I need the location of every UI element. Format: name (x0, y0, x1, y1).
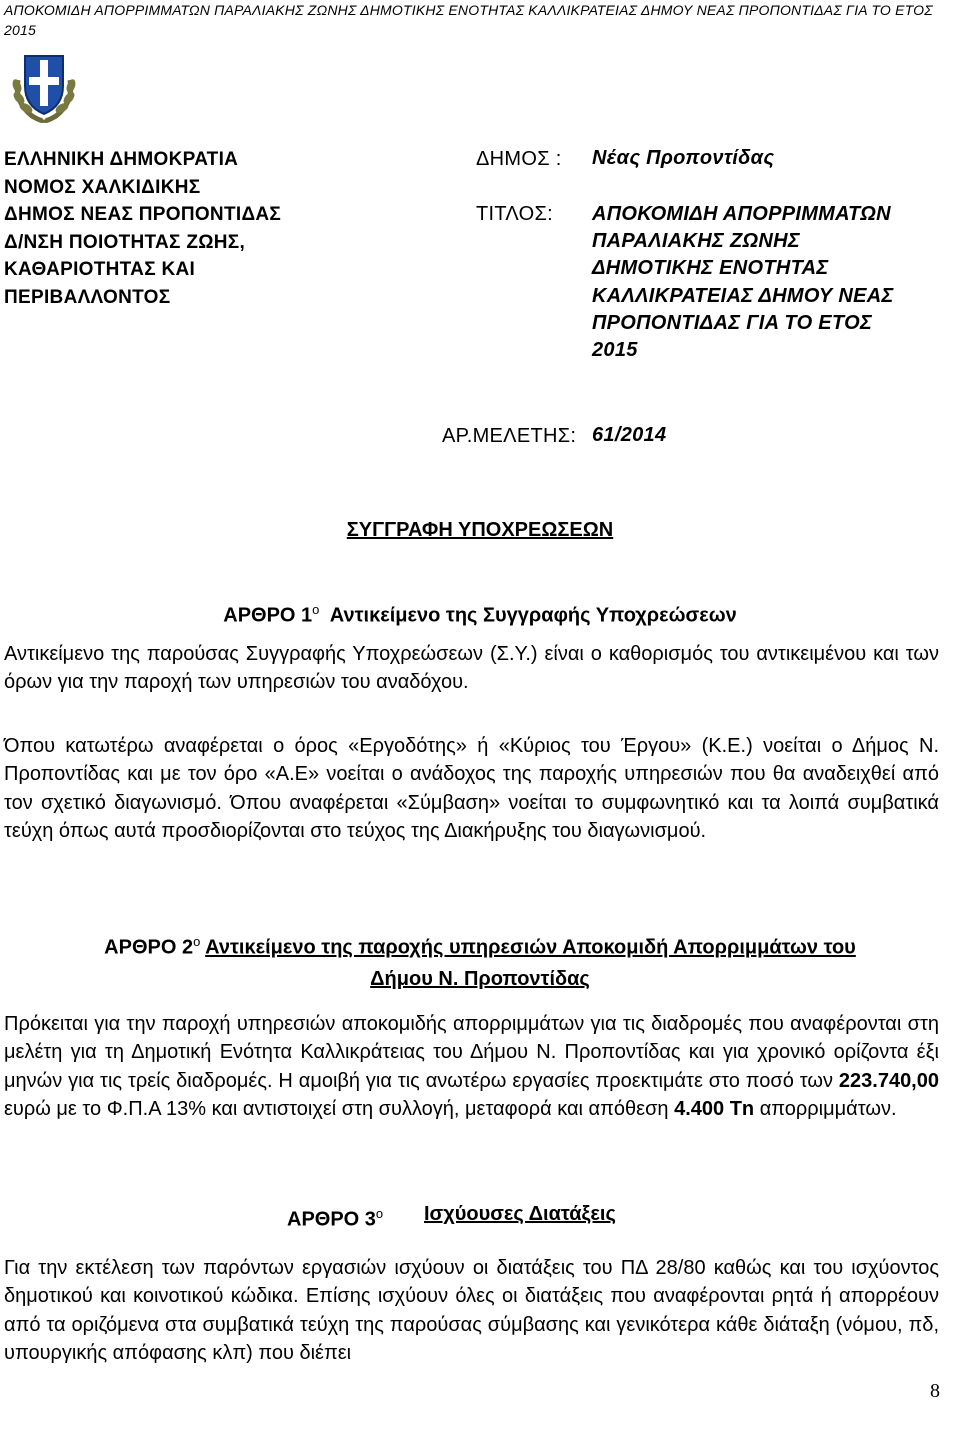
article-2-number: ΑΡΘΡΟ 2 (104, 936, 194, 959)
title-line: ΔΗΜΟΤΙΚΗΣ ΕΝΟΤΗΤΑΣ (592, 257, 829, 280)
article-3-heading-number (287, 1200, 383, 1234)
article-2-text-b: ευρώ με το Φ.Π.Α 13% και αντιστοιχεί στη συλλογή, μεταφορά και απόθεση (4, 1097, 675, 1120)
article-1-paragraph-1: Αντικείμενο της παρούσας Συγγραφής Υποχρεώσεων (Σ.Υ.) είναι ο καθορισμός του αντικειμένου και των όρων για την παροχή των υπηρεσιών του αναδόχου. (4, 643, 939, 694)
article-3-number: ΑΡΘΡΟ 3 (287, 1208, 376, 1231)
org-line: ΚΑΘΑΡΙΟΤΗΤΑΣ ΚΑΙ (4, 259, 196, 280)
article-2-title: Αντικείμενο της παροχής υπηρεσιών Αποκομιδή Απορριμμάτων του (205, 936, 856, 959)
title-line: ΠΡΟΠΟΝΤΙΔΑΣ ΓΙΑ ΤΟ ΕΤΟΣ (592, 311, 873, 334)
study-number-value: 61/2014 (592, 424, 667, 446)
article-2-paragraph (4, 1010, 939, 1123)
title-label: ΤΙΤΛΟΣ: (476, 203, 554, 225)
article-3-paragraph: Για την εκτέλεση των παρόντων εργασιών ισχύουν οι διατάξεις του ΠΔ 28/80 καθώς και του ισχύοντος δημοτικού και κοινοτικού κώδικα. Επίσης ισχύουν όλες οι διατάξεις που αναφέρονται ρητά ή απορρέουν από τα οριζόμενα στα συμβατικά τεύχη της παρούσας σύμβασης και γενικότερα κάθε διάταξη (νόμου, πδ, υπουργικής απόφασης κλπ) που διέπει (4, 1257, 939, 1364)
article-2-heading (0, 926, 960, 995)
org-line: ΠΕΡΙΒΑΛΛΟΝΤΟΣ (4, 286, 171, 308)
article-2-tonnage: 4.400 Tn (674, 1097, 755, 1120)
title-line: 2015 (592, 339, 638, 362)
page-number: 8 (930, 1380, 940, 1402)
document-title (0, 516, 960, 544)
article-1-paragraph-2: Όπου κατωτέρω αναφέρεται ο όρος «Εργοδότης» ή «Κύριος του Έργου» (Κ.Ε.) νοείται ο Δήμος Ν. Προποντίδας και με τον όρο «Α.Ε» νοείται ο ανάδοχος της παροχής υπηρεσιών που θα αναδειχθεί από τον σχετικό διαγωνισμό. Όπου αναφέρεται «Σύμβαση» νοείται το συμφωνητικό και τα λοιπά συμβατικά τεύχη όπως αυτά προσδιορίζονται στο τεύχος της Διακήρυξης του διαγωνισμού. (4, 735, 939, 842)
article-2-title-continued: Δήμου Ν. Προποντίδας (370, 967, 590, 990)
title-line: ΑΠΟΚΟΜΙΔΗ ΑΠΟΡΡΙΜΜΑΤΩΝ (592, 203, 891, 225)
org-line: ΝΟΜΟΣ ΧΑΛΚΙΔΙΚΗΣ (4, 176, 201, 198)
article-1-title: Αντικείμενο της Συγγραφής Υποχρεώσεων (329, 604, 737, 627)
article-2-amount: 223.740,00 (838, 1069, 939, 1092)
article-1-heading (0, 596, 960, 630)
article-3-heading-title (424, 1200, 616, 1228)
article-2-heading-line-2 (0, 964, 960, 995)
article-1-number: ΑΡΘΡΟ 1 (223, 604, 313, 627)
municipality-value: Νέας Προποντίδας (592, 147, 775, 169)
article-1-sup: ο (312, 602, 320, 617)
org-line: ΕΛΛΗΝΙΚΗ ΔΗΜΟΚΡΑΤΙΑ (4, 149, 239, 170)
article-2-text-c: απορριμμάτων. (754, 1097, 897, 1120)
article-2-sup: ο (193, 934, 201, 949)
article-3-sup: ο (375, 1206, 384, 1221)
article-2-text-a: Πρόκειται για την παροχή υπηρεσιών αποκομιδής απορριμμάτων για τις διαδρομές που αναφέρονται στη μελέτη για τη Δημοτική Ενότητα Καλλικράτειας του Δήμου Ν. Προποντίδας και για χρονικό ορίζοντα έξι μηνών για τις τρείς διαδρομές. Η αμοιβή για τις ανωτέρω εργασίες προεκτιμάτε στο ποσό των (4, 1013, 939, 1092)
document-title-text: ΣΥΓΓΡΑΦΗ ΥΠΟΧΡΕΩΣΕΩΝ (346, 519, 614, 541)
organization-block (4, 146, 424, 311)
org-line: Δ/ΝΣΗ ΠΟΙΟΤΗΤΑΣ ΖΩΗΣ, (4, 231, 246, 253)
study-number-label: ΑΡ.ΜΕΛΕΤΗΣ: (442, 425, 577, 447)
coat-of-arms-icon (8, 50, 80, 124)
org-line: ΔΗΜΟΣ ΝΕΑΣ ΠΡΟΠΟΝΤΙΔΑΣ (4, 204, 282, 225)
title-line: ΚΑΛΛΙΚΡΑΤΕΙΑΣ ΔΗΜΟΥ ΝΕΑΣ (592, 284, 894, 307)
title-value (592, 201, 952, 364)
title-line: ΠΑΡΑΛΙΑΚΗΣ ΖΩΝΗΣ (592, 230, 801, 253)
article-3-title: Ισχύουσες Διατάξεις (424, 1203, 616, 1225)
running-header: ΑΠΟΚΟΜΙΔΗ ΑΠΟΡΡΙΜΜΑΤΩΝ ΠΑΡΑΛΙΑΚΗΣ ΖΩΝΗΣ ΔΗΜΟΤΙΚΗΣ ΕΝΟΤΗΤΑΣ ΚΑΛΛΙΚΡΑΤΕΙΑΣ ΔΗΜΟΥ ΝΕΑΣ ΠΡΟΠΟΝΤΙΔΑΣ ΓΙΑ ΤΟ ΕΤΟΣ 2015 (4, 2, 933, 38)
article-2-heading-line-1 (0, 926, 960, 964)
municipality-label: ΔΗΜΟΣ : (476, 148, 562, 170)
